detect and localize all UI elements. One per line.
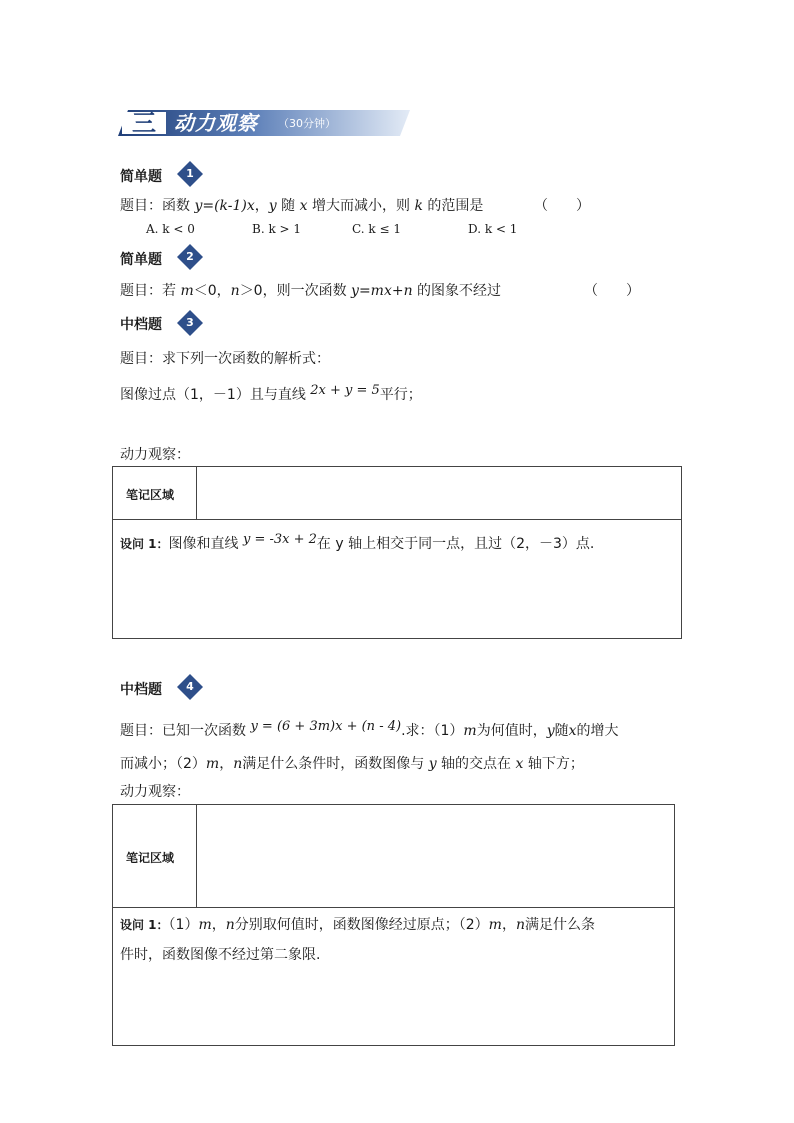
section-number: 三: [132, 109, 156, 137]
q4-line2: 而减小；（2）m，n满足什么条件时，函数图像与 y 轴的交点在 x 轴下方；: [120, 756, 584, 772]
q1-option-c: C. k ≤ 1: [352, 222, 401, 236]
q2-badge: [177, 244, 203, 270]
q4-row-divider: [112, 907, 675, 908]
q4-function: y = (6 + 3m)x + (n - 4): [250, 719, 402, 734]
section-banner: [118, 108, 410, 138]
q4-question-1-line1: 设问 1：（1）m，n分别取何值时，函数图像经过原点；（2）m，n满足什么条: [120, 917, 595, 933]
q4-badge: [177, 674, 203, 700]
q3-line2: 图像过点（1，－1）且与直线 2x + y = 5平行；: [120, 383, 422, 403]
section-time: （30分钟）: [278, 117, 336, 130]
q3-observe-label: 动力观察：: [120, 447, 190, 463]
q2-function: y=mx+n: [351, 283, 413, 299]
q2-stem: 题目：若 m＜0，n＞0，则一次函数 y=mx+n 的图象不经过: [120, 283, 502, 299]
q3-badge: [177, 310, 203, 336]
q4-notes-label: 笔记区域: [126, 851, 175, 865]
q1-function: y=(k-1)x: [194, 198, 255, 214]
q1-answer-paren: （ ）: [534, 198, 590, 214]
q1-option-b: B. k > 1: [252, 222, 302, 236]
q1-stem: 题目：函数 y=(k-1)x，y 随 x 增大而减小，则 k 的范围是: [120, 198, 484, 214]
q3-ask-label: 设问 1：: [120, 537, 169, 551]
q2-answer-paren: （ ）: [584, 283, 640, 299]
q3-line1: 题目：求下列一次函数的解析式：: [120, 351, 330, 367]
q3-notes-label: 笔记区域: [126, 488, 175, 502]
q4-number: 4: [186, 680, 194, 693]
q2-level: 简单题: [120, 252, 162, 268]
section-title: 动力观察: [174, 111, 258, 135]
q4-notes-area[interactable]: [198, 805, 673, 906]
q1-level: 简单题: [120, 169, 162, 185]
q1-option-a: A. k < 0: [146, 222, 195, 236]
q4-line1: 题目：已知一次函数 y = (6 + 3m)x + (n - 4).求：（1）m为何值时，y随x的增大: [120, 719, 619, 739]
q3-ask-equation: y = -3x + 2: [242, 532, 317, 547]
q4-notes-divider: [196, 804, 197, 907]
q4-question-1-line2: 件时，函数图像不经过第二象限.: [120, 947, 321, 963]
q1-option-d: D. k < 1: [468, 222, 518, 236]
q4-ask-label: 设问 1：: [120, 918, 169, 932]
q3-notes-divider: [196, 466, 197, 519]
q3-row-divider: [112, 519, 682, 520]
q1-badge: [177, 161, 203, 187]
q4-observe-label: 动力观察：: [120, 784, 190, 800]
q4-level: 中档题: [120, 682, 162, 698]
q3-question-1: 设问 1：图像和直线 y = -3x + 2在 y 轴上相交于同一点，且过（2，－3）点.: [120, 532, 595, 552]
q3-notes-area[interactable]: [198, 467, 680, 518]
q3-number: 3: [186, 316, 194, 329]
q3-level: 中档题: [120, 317, 162, 333]
q3-line-equation: 2x + y = 5: [310, 383, 380, 398]
q1-number: 1: [186, 167, 194, 180]
q2-number: 2: [186, 250, 194, 263]
